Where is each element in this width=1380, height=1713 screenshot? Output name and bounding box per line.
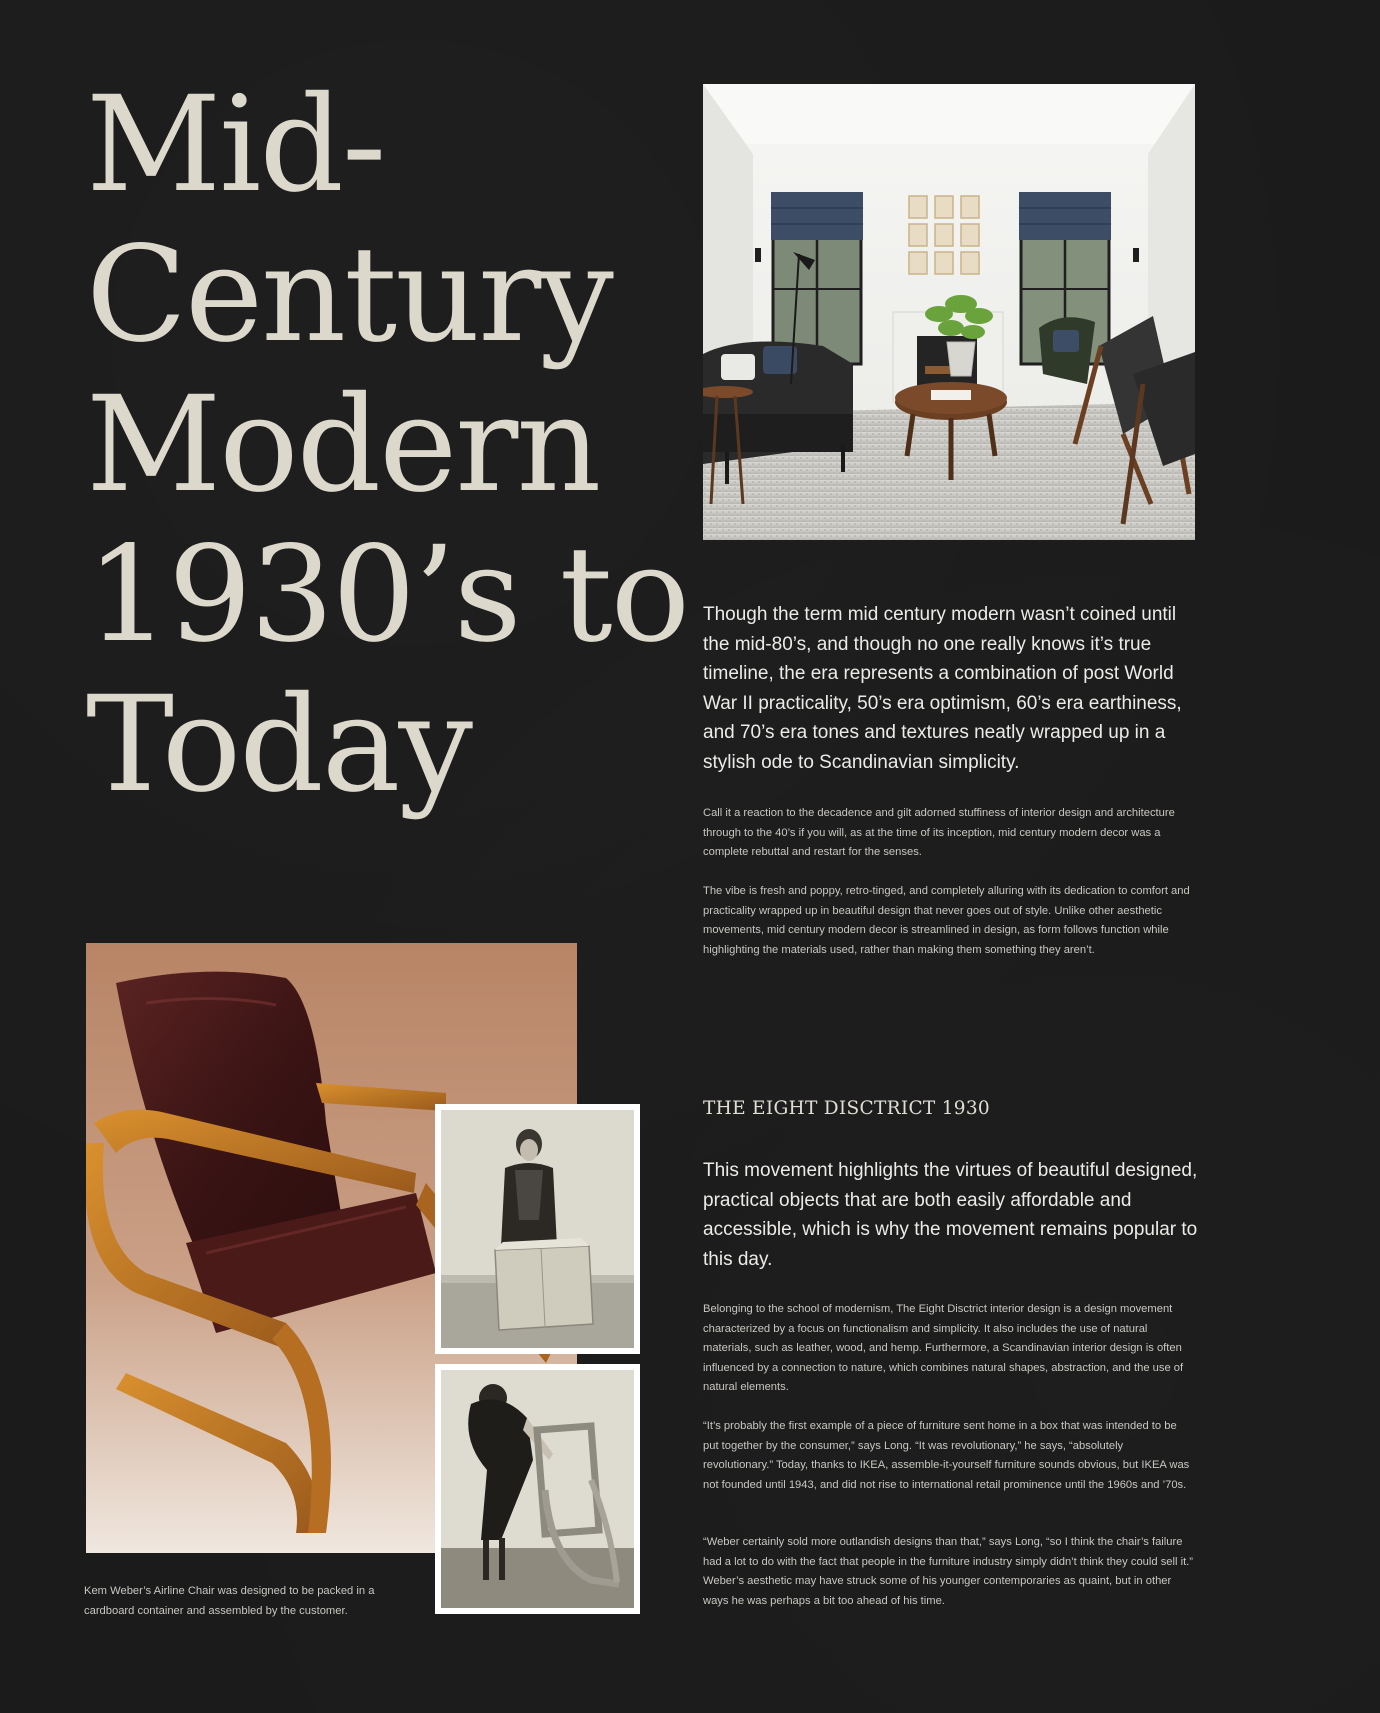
- intro-paragraph: Call it a reaction to the decadence and gilt adorned stuffiness of interior design and architecture through to the 40’s if you will, as at the time of its inception, mid century modern decor was a complete rebuttal and restart for the senses.: [703, 807, 1175, 858]
- section-paragraph: “Weber certainly sold more outlandish designs than that,” says Long, “so I think the chair’s failure had a lot to do with the fact that people in the furniture industry simply didn’t think they could sell it.” Weber’s aesthetic may have struck some of his younger contemporaries as quaint, but in other ways he was perhaps a bit too ahead of his time.: [703, 1536, 1194, 1607]
- hero-title-line: Mid-: [86, 68, 385, 222]
- archive-photo-woman-with-box: [435, 1104, 640, 1354]
- intro-paragraph: The vibe is fresh and poppy, retro-tinged, and completely alluring with its dedication to comfort and practicality wrapped up in beautiful design that never goes out of style. Unlike other aesthetic movements, mid century modern decor is streamlined in design, as form follows function while highlighting the materials used, rather than making them something they aren’t.: [703, 885, 1190, 956]
- section-lead-paragraph: This movement highlights the virtues of beautiful designed, practical objects that are both easily affordable and accessible, which is why the movement remains popular to this day.: [703, 1160, 1198, 1270]
- section-paragraph: “It’s probably the first example of a piece of furniture sent home in a box that was intended to be put together by the consumer,” says Long. “It was revolutionary,” he says, “absolutely revolutionary.” Today, thanks to IKEA, assemble-it-yourself furniture sounds obvious, but IKEA was not founded until 1943, and did not rise to international retail prominence until the 1960s and ’70s.: [703, 1420, 1190, 1491]
- hero-title-line: 1930’s to: [86, 518, 689, 672]
- hero-title-line: Modern: [86, 368, 600, 522]
- section-heading: THE EIGHT DISCTRICT 1930: [703, 1098, 991, 1119]
- living-room-photo: [703, 84, 1195, 540]
- section-paragraph: Belonging to the school of modernism, The Eight Disctrict interior design is a design movement characterized by a focus on functionalism and simplicity. It also includes the use of natural materials, such as leather, wood, and hemp. Furthermore, a Scandinavian interior design is often influenced by a connection to nature, which combines natural shapes, abstraction, and the use of natural elements.: [703, 1303, 1184, 1393]
- hero-title-line: Today: [86, 668, 472, 822]
- hero-title-line: Century: [86, 218, 612, 372]
- chair-photo-caption: Kem Weber’s Airline Chair was designed to be packed in a cardboard container and assembled by the customer.: [84, 1585, 375, 1617]
- intro-lead-paragraph: Though the term mid century modern wasn’t coined until the mid-80’s, and though no one really knows it’s true timeline, the era represents a combination of post World War II practicality, 50’s era optimism, 60’s era earthiness, and 70’s era tones and textures neatly wrapped up in a stylish ode to Scandinavian simplicity.: [703, 604, 1182, 773]
- archive-photo-assembly: [435, 1364, 640, 1614]
- hero-title: [86, 68, 689, 822]
